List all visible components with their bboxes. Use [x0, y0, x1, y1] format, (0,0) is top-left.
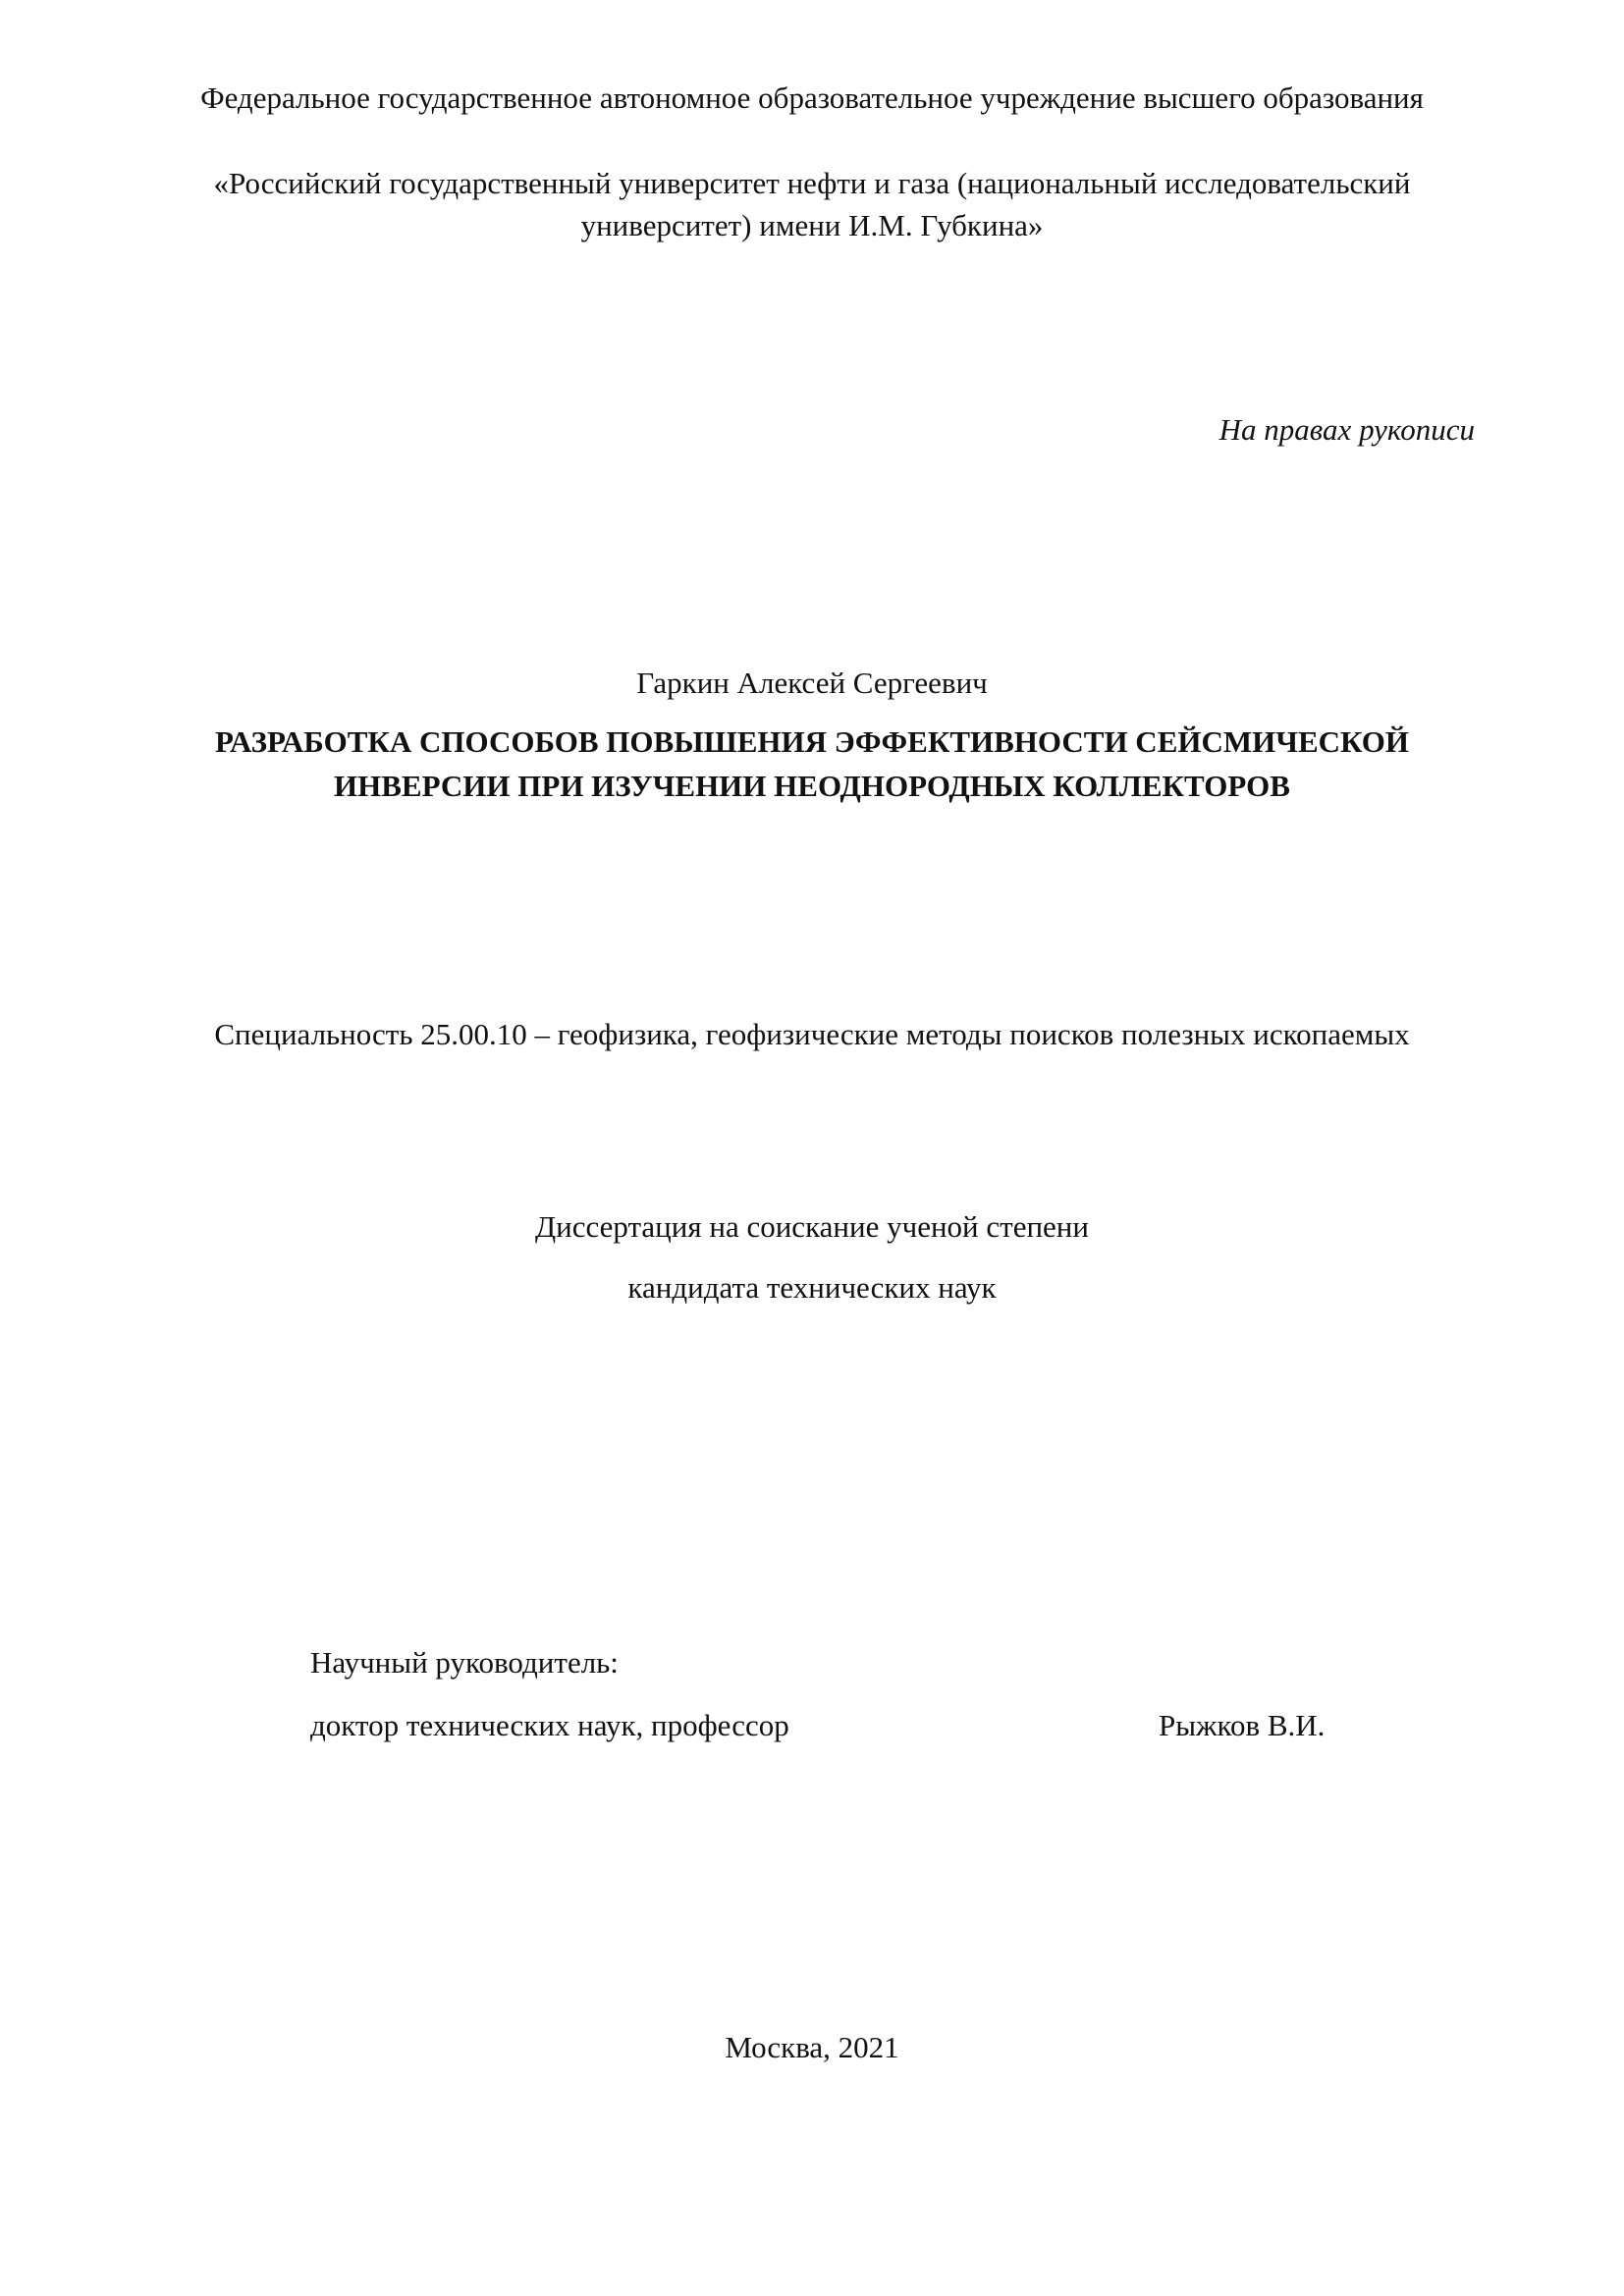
specialty-line: Специальность 25.00.10 – геофизика, геофизические методы поисков полезных ископаемых	[214, 1017, 1410, 1051]
supervisor-label: Научный руководитель:	[310, 1645, 619, 1680]
manuscript-note: На правах рукописи	[1218, 412, 1475, 447]
degree-line-1: Диссертация на соискание ученой степени	[535, 1209, 1089, 1244]
city-year: Москва, 2021	[725, 2030, 899, 2064]
organization-line-1: Федеральное государственное автономное образовательное учреждение высшего образования	[200, 80, 1424, 115]
degree-line-2: кандидата технических наук	[627, 1270, 997, 1305]
supervisor-name: Рыжков В.И.	[1159, 1708, 1326, 1742]
author-name: Гаркин Алексей Сергеевич	[636, 666, 988, 700]
organization-line-2: «Российский государственный университет нефти и газа (национальный исследовательский университет) имени И.М. Губкина»	[213, 166, 1411, 242]
supervisor-title: доктор технических наук, профессор	[310, 1708, 789, 1742]
dissertation-title: РАЗРАБОТКА СПОСОБОВ ПОВЫШЕНИЯ ЭФФЕКТИВНОСТИ СЕЙСМИЧЕСКОЙ ИНВЕРСИИ ПРИ ИЗУЧЕНИИ НЕОДНОРОДНЫХ КОЛЛЕКТОРОВ	[215, 724, 1409, 803]
